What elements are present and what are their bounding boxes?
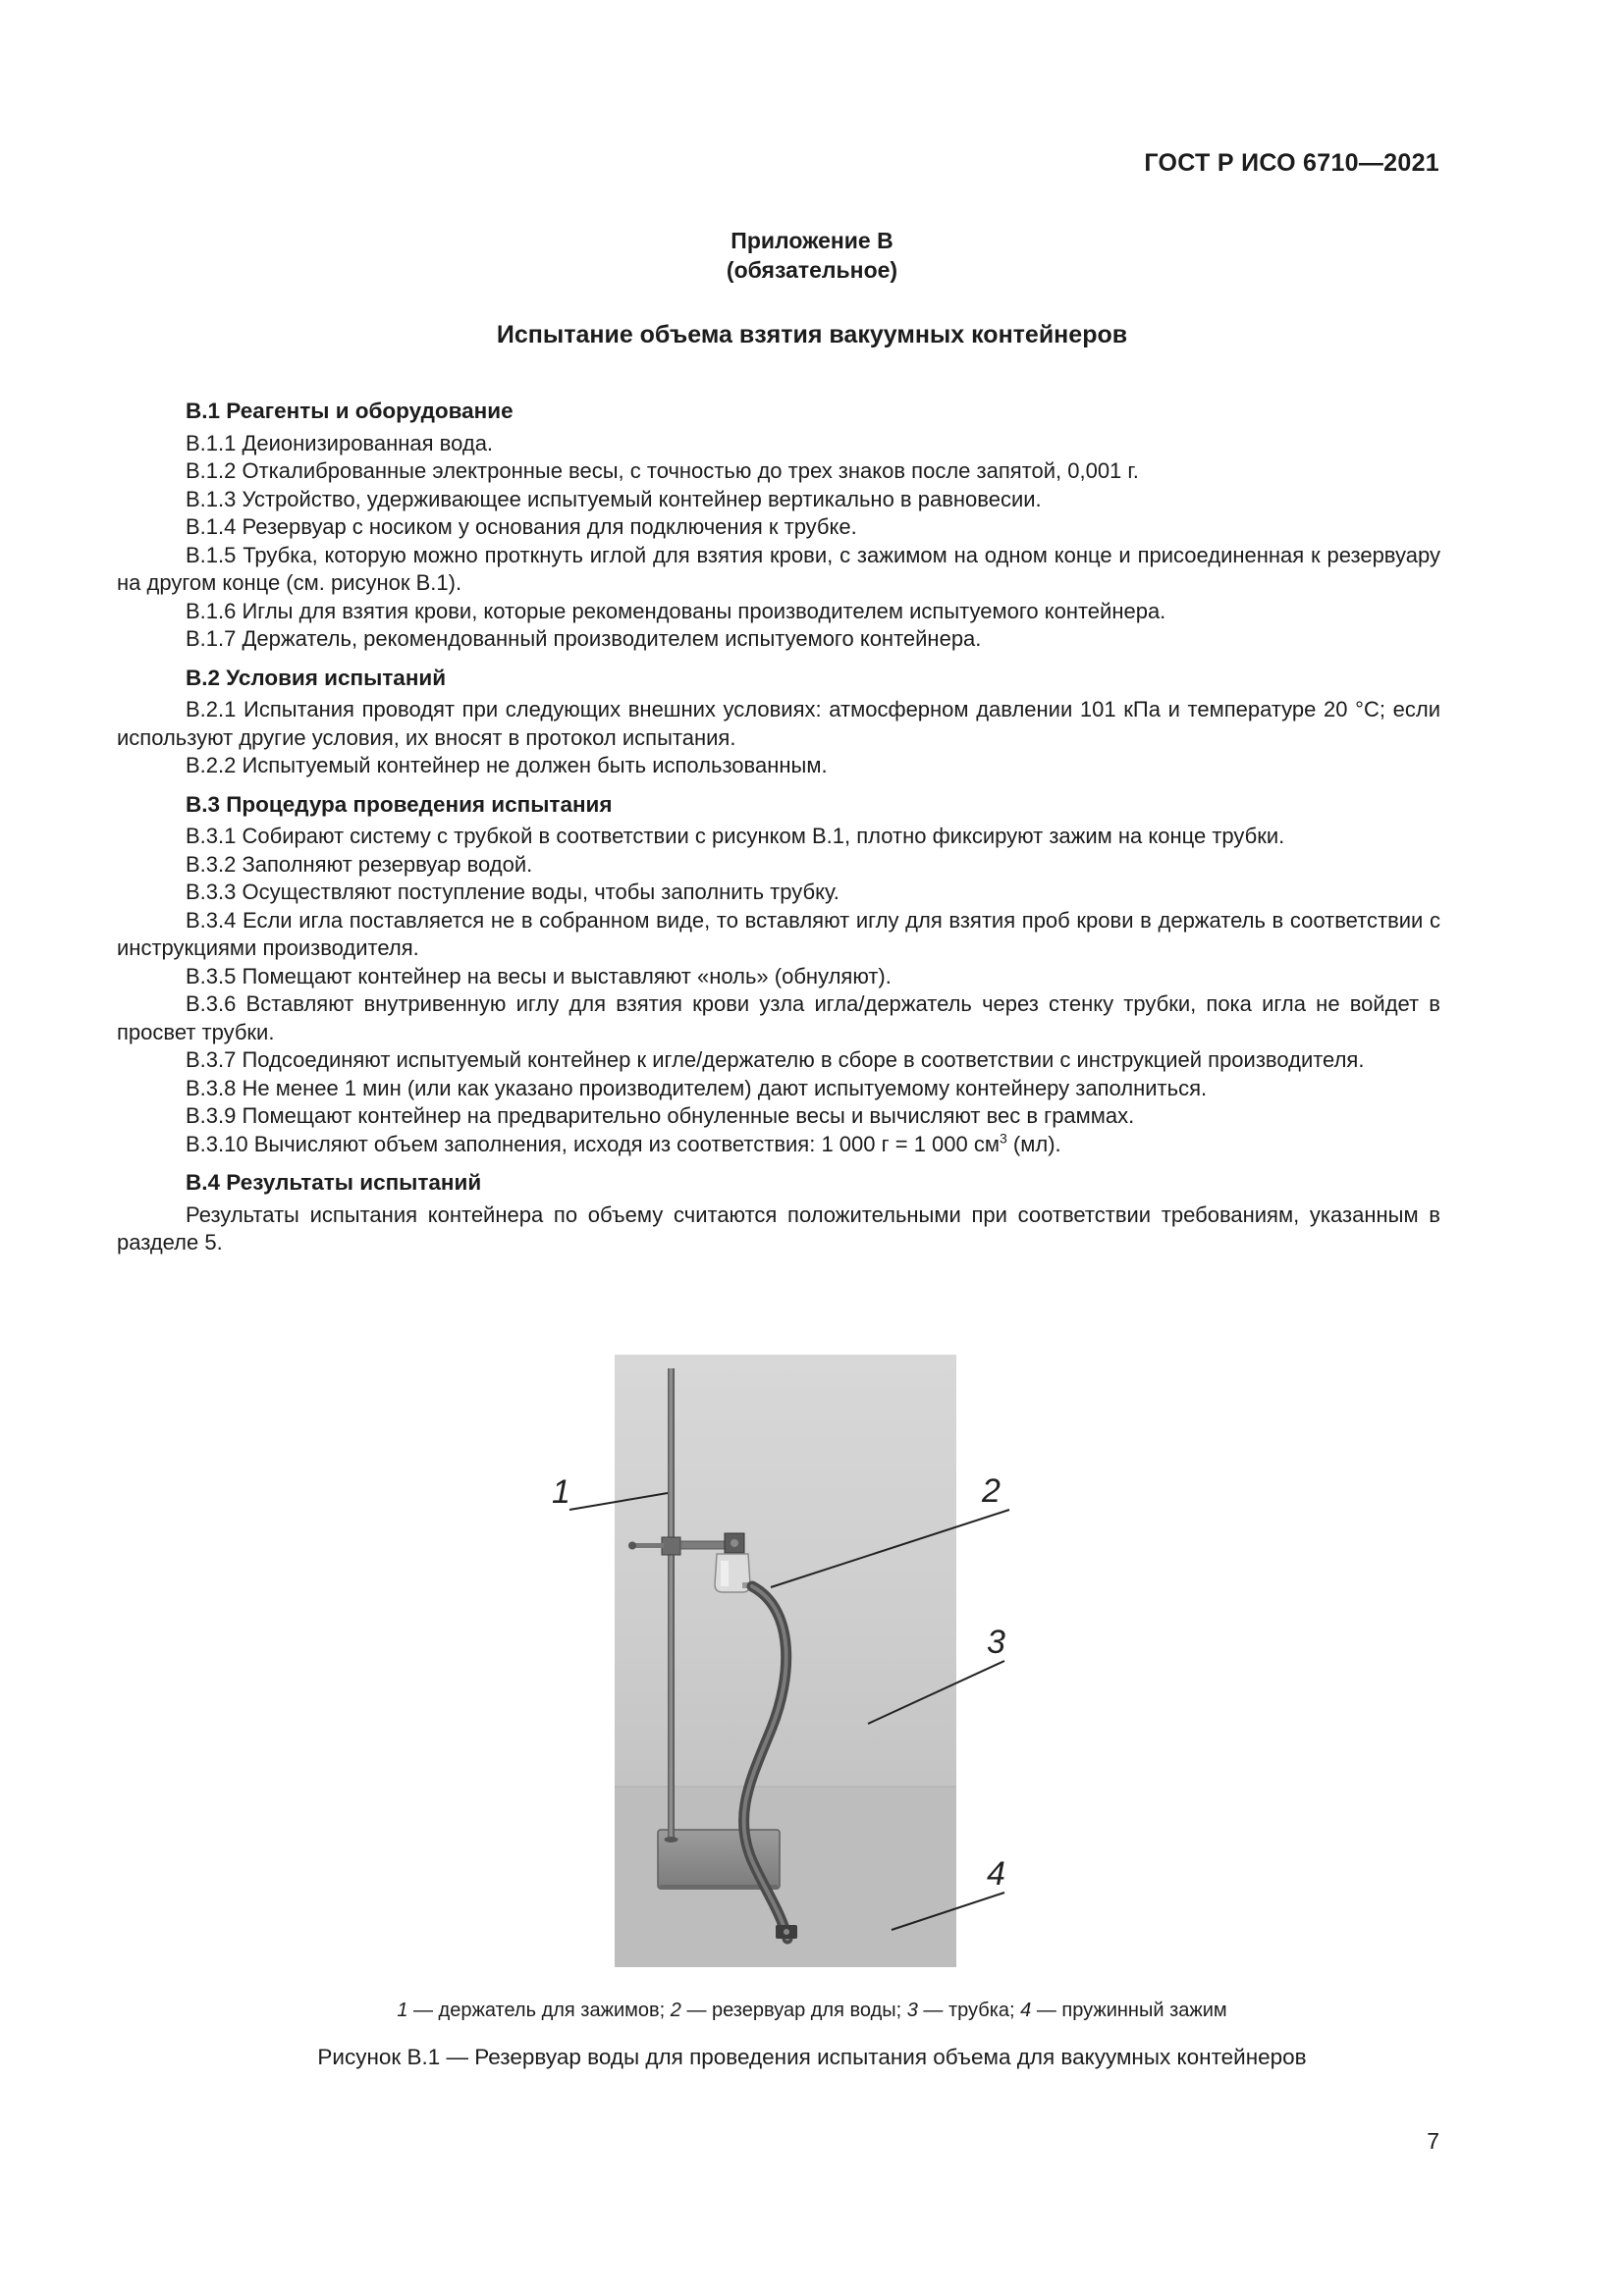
- callout-1: 1: [552, 1473, 570, 1511]
- clause-b1-7: В.1.7 Держатель, рекомендованный производителем испытуемого контейнера.: [186, 626, 982, 651]
- clause-b1-2: В.1.2 Откалиброванные электронные весы, с точностью до трех знаков после запятой, 0,001 г.: [186, 458, 1139, 483]
- annex-title: Испытание объема взятия вакуумных контейнеров: [496, 321, 1128, 348]
- clause-b3-1: В.3.1 Собирают систему с трубкой в соответствии с рисунком В.1, плотно фиксируют зажим на конце трубки.: [186, 824, 1285, 848]
- clause-b1-5: В.1.5 Трубка, которую можно проткнуть иглой для взятия крови, с зажимом на одном конце и присоединенная к резервуару на другом конце (см. рисунок В.1).: [117, 542, 1440, 595]
- figure-legend: [0, 2000, 1624, 2022]
- callout-2: 2: [982, 1472, 1001, 1510]
- figure-caption: Рисунок В.1 — Резервуар воды для проведения испытания объема для вакуумных контейнеров: [317, 2045, 1307, 2069]
- annex-label: Приложение В: [731, 228, 893, 253]
- results-paragraph: Результаты испытания контейнера по объему считаются положительными при соответствии требованиям, указанным в разделе 5.: [117, 1201, 1440, 1255]
- clause-b3-9: В.3.9 Помещают контейнер на предварительно обнуленные весы и вычисляют вес в граммах.: [186, 1103, 1135, 1128]
- legend-num-3: 3: [906, 2000, 918, 2021]
- clause-b2-2: В.2.2 Испытуемый контейнер не должен быть использованным.: [186, 753, 828, 777]
- callout-3: 3: [987, 1624, 1005, 1661]
- section-heading-b2: В.2 Условия испытаний: [186, 665, 447, 690]
- clause-b3-8: В.3.8 Не менее 1 мин (или как указано производителем) дают испытуемому контейнеру заполниться.: [186, 1075, 1208, 1100]
- legend-text-4: — пружинный зажим: [1031, 2000, 1227, 2021]
- section-heading-b3: В.3 Процедура проведения испытания: [186, 791, 613, 817]
- clause-b3-7: В.3.7 Подсоединяют испытуемый контейнер к игле/держателю в сборе в соответствии с инструкцией производителя.: [186, 1047, 1365, 1072]
- legend-num-2: 2: [670, 2000, 681, 2021]
- clause-b1-6: В.1.6 Иглы для взятия крови, которые рекомендованы производителем испытуемого контейнера.: [186, 598, 1166, 623]
- legend-num-4: 4: [1020, 2000, 1032, 2021]
- cubic-superscript: 3: [1000, 1130, 1007, 1147]
- clause-b2-1: В.2.1 Испытания проводят при следующих внешних условиях: атмосферном давлении 101 кПа и температуре 20 °С; если используют другие условия, их вносят в протокол испытания.: [117, 697, 1440, 750]
- annex-status: (обязательное): [726, 257, 898, 283]
- clause-b3-4: В.3.4 Если игла поставляется не в собранном виде, то вставляют иглу для взятия проб крови в держатель в соответствии с инструкциями производителя.: [117, 907, 1440, 960]
- legend-text-1: — держатель для зажимов;: [407, 2000, 671, 2021]
- clause-b3-10-tail: (мл).: [1006, 1131, 1061, 1156]
- legend-text-2: — резервуар для воды;: [680, 2000, 907, 2021]
- clause-b3-3: В.3.3 Осуществляют поступление воды, чтобы заполнить трубку.: [186, 880, 839, 904]
- clause-b3-2: В.3.2 Заполняют резервуар водой.: [186, 851, 533, 877]
- legend-num-1: 1: [397, 2000, 408, 2021]
- clause-b3-6: В.3.6 Вставляют внутривенную иглу для взятия крови узла игла/держатель через стенку трубки, пока игла не войдет в просвет трубки.: [117, 991, 1440, 1044]
- legend-text-3: — трубка;: [917, 2000, 1021, 2021]
- clause-b1-1: В.1.1 Деионизированная вода.: [186, 430, 494, 455]
- clause-b3-5: В.3.5 Помещают контейнер на весы и выставляют «ноль» (обнуляют).: [186, 963, 892, 988]
- clause-b3-10: [117, 1131, 1440, 1159]
- document-id: ГОСТ Р ИСО 6710—2021: [1144, 149, 1439, 177]
- clause-b1-4: В.1.4 Резервуар с носиком у основания для подключения к трубке.: [186, 514, 857, 539]
- annex-label-block: [0, 226, 1624, 285]
- callout-4: 4: [987, 1855, 1005, 1893]
- section-heading-b4: В.4 Результаты испытаний: [186, 1170, 482, 1195]
- figure-callouts: [530, 1355, 1041, 1967]
- clause-b3-10-text: В.3.10 Вычисляют объем заполнения, исходя из соответствия: 1 000 г = 1 000 см: [186, 1131, 1000, 1156]
- clause-b1-3: В.1.3 Устройство, удерживающее испытуемый контейнер вертикально в равновесии.: [186, 486, 1042, 511]
- annex-body: [117, 398, 1440, 1257]
- page-number: 7: [1427, 2128, 1439, 2154]
- section-heading-b1: В.1 Реагенты и оборудование: [186, 399, 514, 423]
